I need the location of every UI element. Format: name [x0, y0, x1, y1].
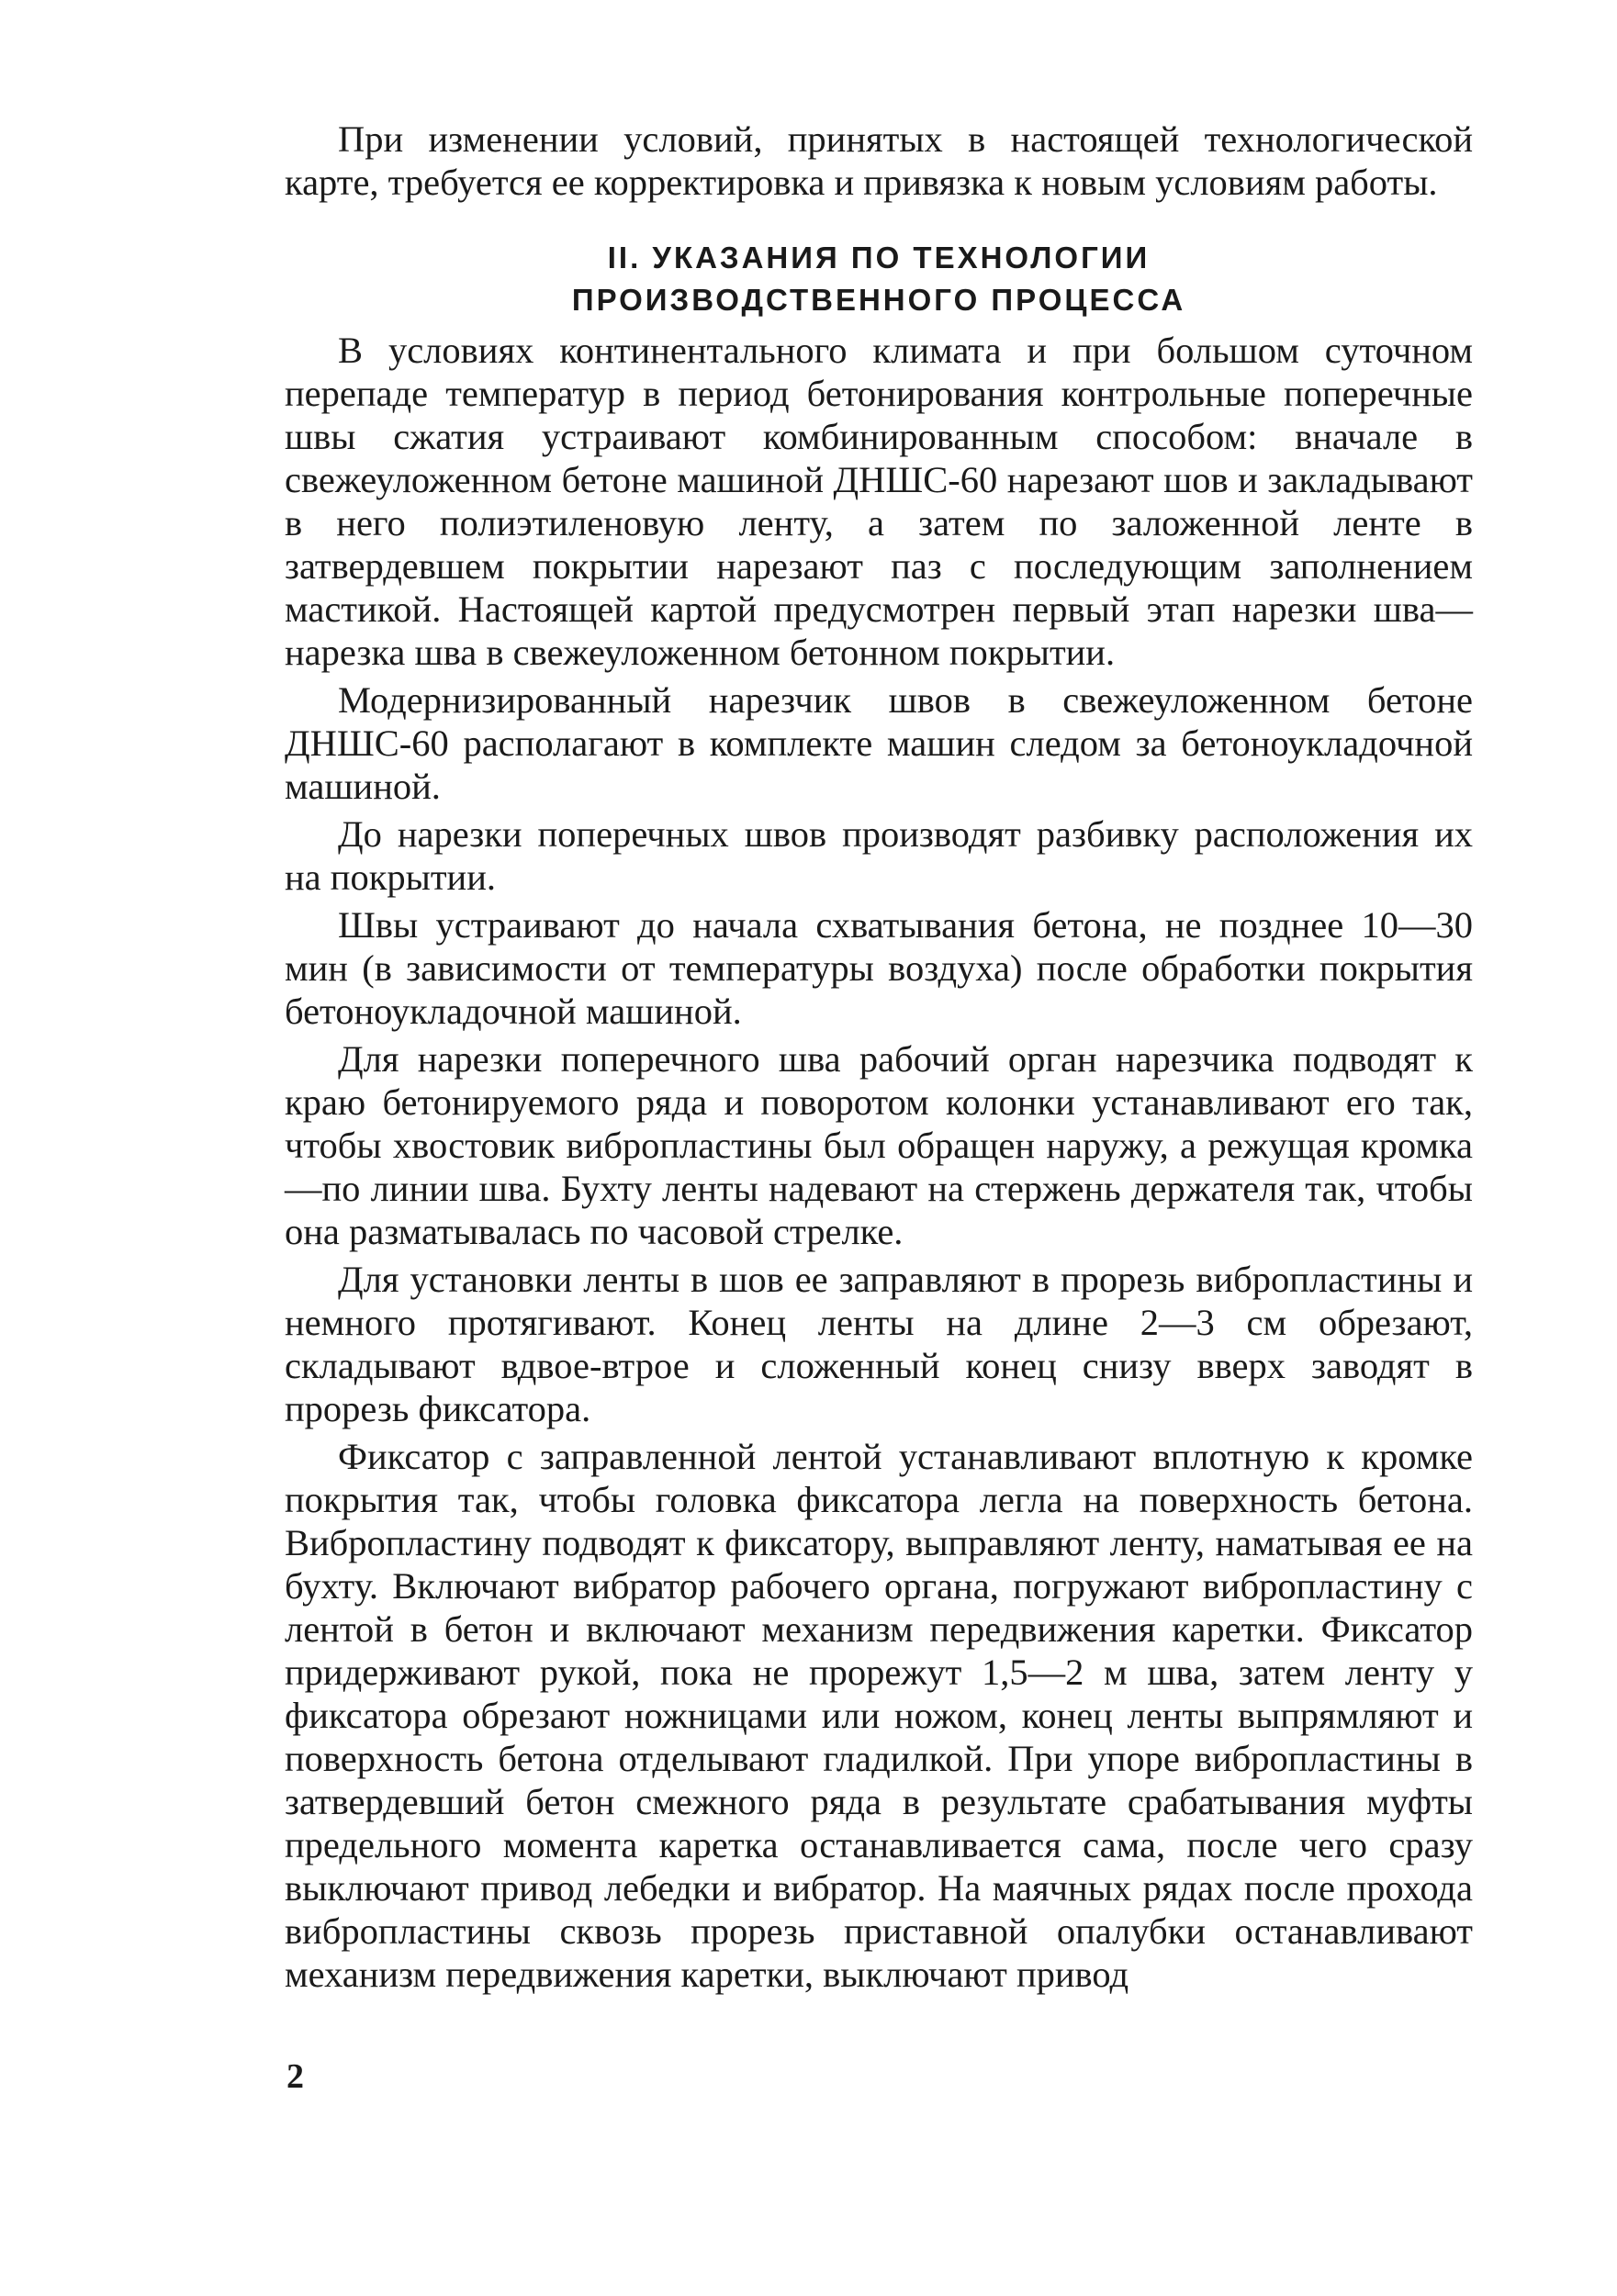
section-heading-line-1: II. УКАЗАНИЯ ПО ТЕХНОЛОГИИ [607, 241, 1151, 274]
paragraph-4: Швы устраивают до начала схватывания бетона, не позднее 10—30 мин (в зависимости от температуры воздуха) после обработки покрытия бетоноукладочной машиной. [285, 904, 1473, 1032]
section-heading [285, 237, 1473, 321]
paragraph-3: До нарезки поперечных швов производят разбивку расположения их на покрытии. [285, 813, 1473, 898]
paragraph-6: Для установки ленты в шов ее заправляют в прорезь вибропластины и немного протягивают. Конец ленты на длине 2—3 см обрезают, складывают вдвое-втрое и сложенный конец снизу вверх заводят в прорезь фиксатора. [285, 1259, 1473, 1429]
paragraph-1: В условиях континентального климата и при большом суточном перепаде температур в период бетонирования контрольные поперечные швы сжатия устраивают комбинированным способом: вначале в свежеуложенном бетоне машиной ДНШС-60 нарезают шов и закладывают в него полиэтиленовую ленту, а затем по заложенной ленте в затвердевшем покрытии нарезают паз с последующим заполнением мастикой. Настоящей картой предусмотрен первый этап нарезки шва—нарезка шва в свежеуложенном бетонном покрытии. [285, 330, 1473, 673]
page-body [285, 118, 1473, 2000]
intro-paragraph: При изменении условий, принятых в настоящей технологической карте, требуется ее корректировка и привязка к новым условиям работы. [285, 118, 1473, 203]
paragraph-2: Модернизированный нарезчик швов в свежеуложенном бетоне ДНШС-60 располагают в комплекте машин следом за бетоноукладочной машиной. [285, 679, 1473, 807]
page-number: 2 [286, 2057, 304, 2096]
section-heading-line-2: ПРОИЗВОДСТВЕННОГО ПРОЦЕССА [571, 283, 1186, 317]
paragraph-5: Для нарезки поперечного шва рабочий орган нарезчика подводят к краю бетонируемого ряда и поворотом колонки устанавливают его так, чтобы хвостовик вибропластины был обращен наружу, а режущая кромка—по линии шва. Бухту ленты надевают на стержень держателя так, чтобы она разматывалась по часовой стрелке. [285, 1038, 1473, 1252]
paragraph-7: Фиксатор с заправленной лентой устанавливают вплотную к кромке покрытия так, чтобы головка фиксатора легла на поверхность бетона. Вибропластину подводят к фиксатору, выправляют ленту, наматывая ее на бухту. Включают вибратор рабочего органа, погружают вибропластину с лентой в бетон и включают механизм передвижения каретки. Фиксатор придерживают рукой, пока не прорежут 1,5—2 м шва, затем ленту у фиксатора обрезают ножницами или ножом, конец ленты выпрямляют и поверхность бетона отделывают гладилкой. При упоре вибропластины в затвердевший бетон смежного ряда в результате срабатывания муфты предельного момента каретка останавливается сама, после чего сразу выключают привод лебедки и вибратор. На маячных рядах после прохода вибропластины сквозь прорезь приставной опалубки останавливают механизм передвижения каретки, выключают привод [285, 1436, 1473, 1995]
